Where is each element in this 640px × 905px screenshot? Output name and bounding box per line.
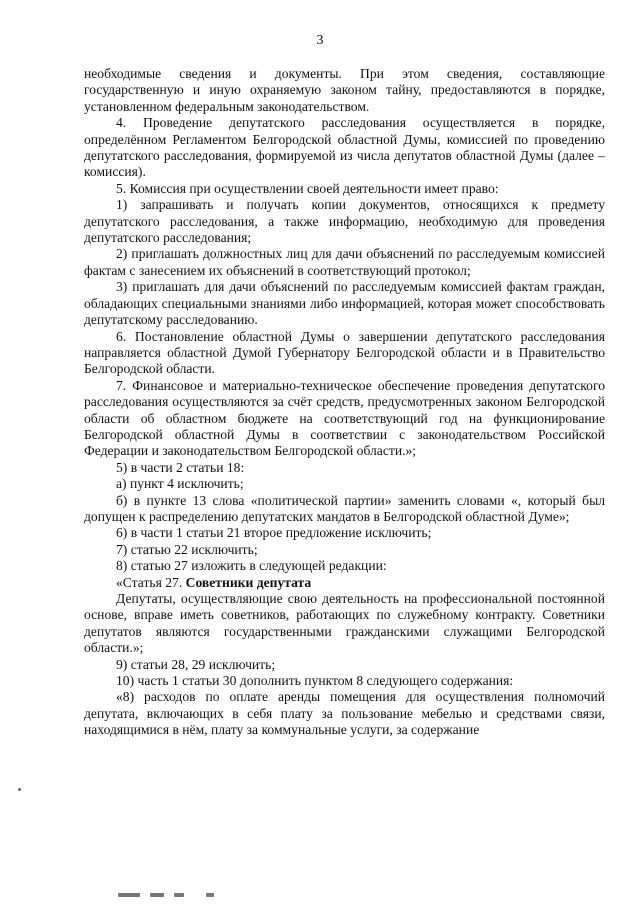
cut-off-next-line bbox=[110, 893, 530, 899]
paragraph-subitem-2: 2) приглашать должностных лиц для дачи объяснений по расследуемым комиссией фактам с занесением их объяснений в соответствующий протокол; bbox=[84, 246, 605, 278]
amendment-5b: б) в пункте 13 слова «политической партии» заменить словами «, который был допущен к распределению депутатских мандатов в Белгородской областной Думе»; bbox=[84, 492, 605, 524]
amendment-5a: а) пункт 4 исключить; bbox=[116, 476, 244, 492]
scan-speck bbox=[18, 788, 21, 791]
amendment-10-item-8: «8) расходов по оплате аренды помещения для осуществления полномочий депутата, включающих в себя плату за пользование мебелью и средствами связи, находящимися в нём, плату за коммунальные услуги, за содержание bbox=[84, 689, 605, 738]
paragraph-item-4: 4. Проведение депутатского расследования осуществляется в порядке, определённом Регламентом Белгородской областной Думы, комиссией по проведению депутатского расследования, формируемой из числа депутатов областной Думы (далее – комиссия). bbox=[84, 115, 605, 180]
amendment-10: 10) часть 1 статьи 30 дополнить пунктом 8 следующего содержания: bbox=[116, 673, 514, 689]
article-heading-title: Советники депутата bbox=[185, 574, 312, 590]
article-heading-prefix: «Статья 27. bbox=[116, 574, 186, 590]
paragraph-subitem-3: 3) приглашать для дачи объяснений по расследуемым комиссией фактам граждан, обладающих специальными знаниями либо информацией, которая может способствовать депутатскому расследованию. bbox=[84, 279, 605, 328]
paragraph-continuation: необходимые сведения и документы. При этом сведения, составляющие государственную и иную охраняемую законом тайну, предоставляются в порядке, установленном федеральным законодательством. bbox=[84, 66, 605, 114]
amendment-7: 7) статью 22 исключить; bbox=[116, 541, 258, 557]
amendment-9: 9) статьи 28, 29 исключить; bbox=[116, 656, 276, 672]
amendment-5: 5) в части 2 статьи 18: bbox=[116, 459, 245, 475]
paragraph-item-5: 5. Комиссия при осуществлении своей деятельности имеет право: bbox=[116, 180, 499, 196]
article-27-heading bbox=[84, 575, 605, 591]
amendment-6: 6) в части 1 статьи 21 второе предложение исключить; bbox=[116, 525, 432, 541]
article-27-text: Депутаты, осуществляющие свою деятельность на профессиональной постоянной основе, вправе иметь советников, работающих по служебному контракту. Советники депутатов являются государственными гражданскими служащими Белгородской области.»; bbox=[84, 591, 605, 656]
paragraph-item-7: 7. Финансовое и материально-техническое обеспечение проведения депутатского расследования осуществляются за счёт средств, предусмотренных законом Белгородской области об областном бюджете на соответствующий год на функционирование Белгородской областной Думы в соответствии с законодательством Российской Федерации и законодательством Белгородской области.»; bbox=[84, 377, 605, 459]
document-body bbox=[84, 66, 605, 739]
page-number: 3 bbox=[316, 33, 324, 48]
paragraph-subitem-1: 1) запрашивать и получать копии документов, относящихся к предмету депутатского расследования, а также информацию, необходимую для проведения депутатского расследования; bbox=[84, 197, 605, 246]
amendment-8: 8) статью 27 изложить в следующей редакции: bbox=[116, 558, 387, 574]
paragraph-item-6: 6. Постановление областной Думы о завершении депутатского расследования направляется областной Думой Губернатору Белгородской области и в Правительство Белгородской области. bbox=[84, 328, 605, 377]
